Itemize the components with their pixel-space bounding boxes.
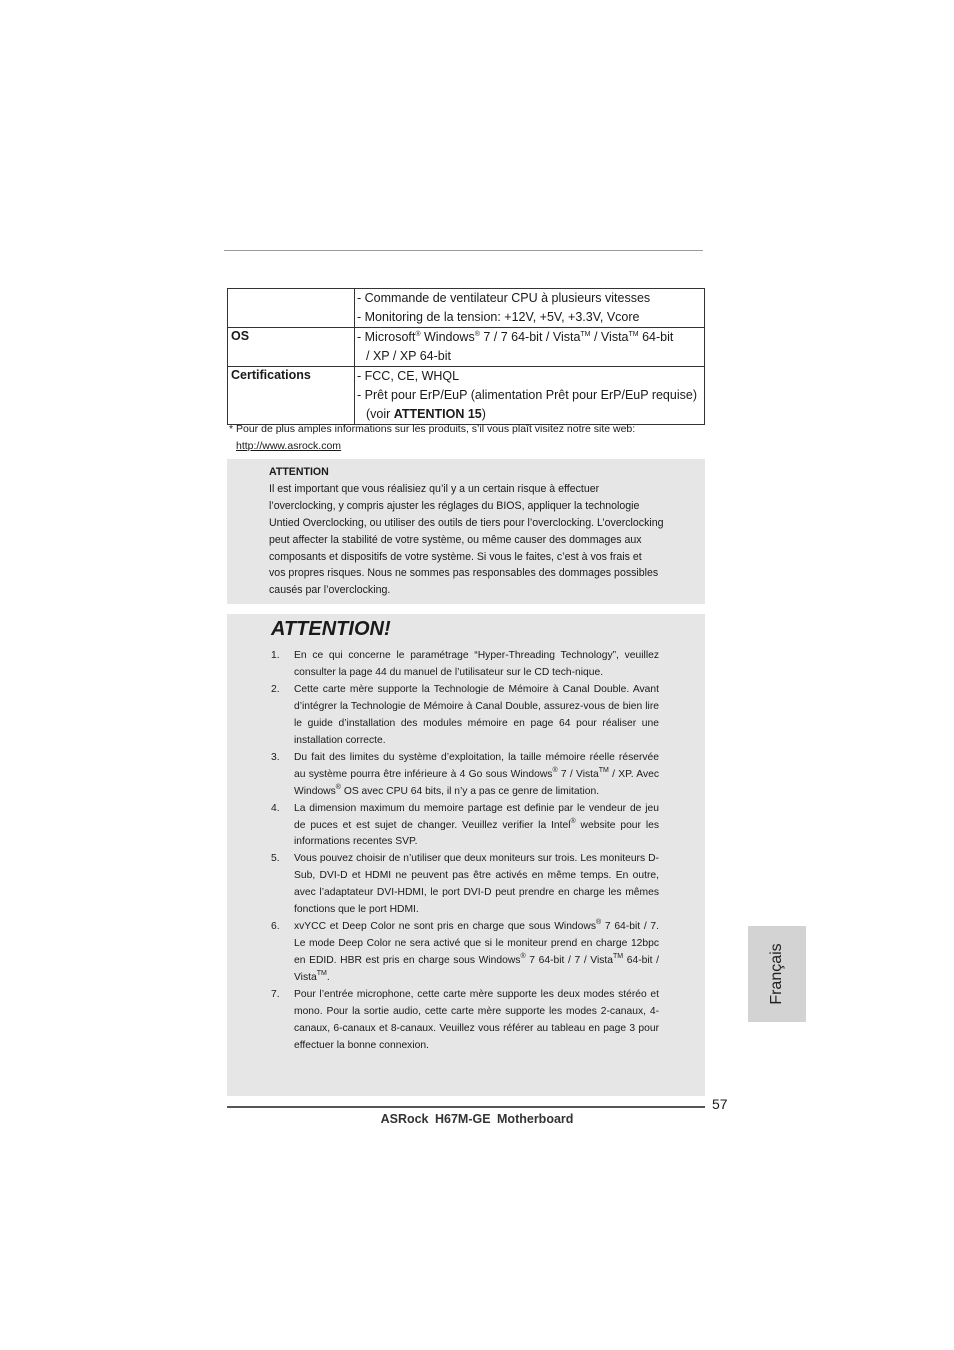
text-run: OS avec CPU 64 bits, il n’y a pas ce genre de limitation. xyxy=(340,785,600,797)
registered-mark: ® xyxy=(474,331,480,338)
spec-value xyxy=(355,328,705,367)
text-run: - Microsoft xyxy=(357,330,416,344)
item-text xyxy=(294,801,659,852)
text-run: 64-bit / Vista xyxy=(294,955,659,984)
item-text xyxy=(294,919,659,987)
text-run: 64-bit xyxy=(638,330,674,344)
attention-list xyxy=(271,648,659,1055)
registered-mark: ® xyxy=(335,783,341,791)
text-run: 7 64-bit / 7. Le mode Deep Color ne sera activé que si le moniteur prend en charge 12bpc en EDID. HBR est pris en charge sous Windows xyxy=(294,921,659,967)
footer-title: ASRock H67M-GE Motherboard xyxy=(380,1112,574,1126)
spec-line xyxy=(357,328,702,347)
spec-label xyxy=(228,289,355,328)
spec-line: - Commande de ventilateur CPU à plusieurs vitesses xyxy=(357,291,651,305)
spec-line: - Prêt pour ErP/EuP (alimentation Prêt pour ErP/EuP requise) xyxy=(357,388,697,402)
text-run: Windows xyxy=(420,330,475,344)
warning-line: Untied Overclocking, ou utiliser des outils de tiers pour l’overclocking. L’overclocking xyxy=(269,516,664,529)
spec-line: - FCC, CE, WHQL xyxy=(357,369,460,383)
attention-title: ATTENTION! xyxy=(271,618,391,640)
item-text xyxy=(294,648,659,682)
overclocking-warning-box xyxy=(227,459,705,604)
language-tab xyxy=(748,926,806,1022)
trademark-mark: TM xyxy=(580,331,591,338)
text-run: 7 / 7 64-bit / Vista xyxy=(479,330,581,344)
text-run: Pour l’entrée microphone, cette carte mère supporte les deux modes stéréo et mono. Pour la sortie audio, cette carte mère supporte les modes 2-canaux, 4-canaux, 6-canaux et 8-canaux. Veuillez vous référer au tableau en page 3 pour effectuer la bonne connexion. xyxy=(294,989,659,1051)
warning-line: Il est important que vous réalisiez qu’il y a un certain risque à effectuer xyxy=(269,482,600,495)
item-number: 7. xyxy=(271,989,280,1001)
spec-value xyxy=(355,367,705,425)
attention-item xyxy=(271,648,659,682)
bottom-divider xyxy=(227,1106,705,1108)
item-text xyxy=(294,987,659,1055)
text-run: . xyxy=(326,972,330,984)
trademark-mark: TM xyxy=(598,766,609,774)
spec-row xyxy=(228,367,705,425)
text-run: Cette carte mère supporte la Technologie de Mémoire à Canal Double. Avant d’intégrer la Technologie de Mémoire à Canal Double, assurez-vous de bien lire le guide d’installation des modules mémoire en page 64 pour réaliser une installation correcte. xyxy=(294,683,659,746)
item-number: 3. xyxy=(271,751,280,763)
footnote-text: * Pour de plus amples informations sur les produits, s’il vous plaît visitez notre site web: xyxy=(229,423,636,435)
registered-mark: ® xyxy=(520,953,526,961)
registered-mark: ® xyxy=(570,817,576,825)
warning-line: causés par l’overclocking. xyxy=(269,584,391,597)
warning-line: composants et dispositifs de votre système. Si vous le faites, c’est à vos frais et xyxy=(269,550,642,563)
spec-table xyxy=(227,288,705,425)
item-number: 6. xyxy=(271,921,280,933)
attention-reference: ATTENTION 15 xyxy=(393,407,482,421)
attention-item xyxy=(271,851,659,919)
attention-box xyxy=(227,614,705,1096)
trademark-mark: TM xyxy=(613,953,624,961)
spec-row xyxy=(228,328,705,367)
text-run: 7 / Vista xyxy=(557,768,599,780)
text-run: / Vista xyxy=(590,330,629,344)
text-run: Du fait des limites du système d’exploitation, la taille mémoire réelle réservée au système pourra être inférieure à 4 Go sous Windows xyxy=(294,751,659,780)
warning-line: vos propres risques. Nous ne sommes pas responsables des dommages possibles xyxy=(269,567,659,580)
spec-line: - Monitoring de la tension: +12V, +5V, +3.3V, Vcore xyxy=(357,310,640,324)
warning-line: peut affecter la stabilité de votre système, ou même causer des dommages aux xyxy=(269,533,642,546)
attention-item xyxy=(271,987,659,1055)
item-text xyxy=(294,682,659,750)
spec-line: / XP / XP 64-bit xyxy=(366,349,452,363)
item-number: 2. xyxy=(271,683,280,695)
item-number: 5. xyxy=(271,853,280,865)
attention-item xyxy=(271,750,659,801)
registered-mark: ® xyxy=(415,331,421,338)
attention-item xyxy=(271,682,659,750)
trademark-mark: TM xyxy=(628,331,639,338)
text-run: La dimension maximum du memoire partage est definie par le vendeur de jeu de puces et est sujet de changer. Veuillez verifier la Intel xyxy=(294,802,659,831)
item-text xyxy=(294,851,659,919)
text-run: xvYCC et Deep Color ne sont pris en charge que sous Windows xyxy=(294,921,596,933)
text-run: ) xyxy=(481,407,486,421)
text-run: (voir xyxy=(366,407,394,421)
item-number: 1. xyxy=(271,650,280,661)
warning-title: ATTENTION xyxy=(269,466,329,478)
text-run: 7 64-bit / 7 / Vista xyxy=(525,955,614,967)
attention-item xyxy=(271,801,659,852)
spec-row xyxy=(228,289,705,328)
registered-mark: ® xyxy=(552,766,558,774)
text-run: website pour les informations recentes SVP. xyxy=(294,819,659,848)
trademark-mark: TM xyxy=(316,970,327,978)
language-tab-label: Français xyxy=(768,943,785,1005)
asrock-website-link[interactable]: http://www.asrock.com xyxy=(236,440,342,452)
spec-label: OS xyxy=(228,328,355,367)
item-text xyxy=(294,750,659,801)
page-number: 57 xyxy=(712,1096,728,1112)
text-run: Vous pouvez choisir de n’utiliser que deux moniteurs sur trois. Les moniteurs D-Sub, DVI-D et HDMI ne peuvent pas être activés en même temps. En outre, avec l’adaptateur DVI-HDMI, le port DVI-D peut prendre en charge les mêmes fonctions que le port HDMI. xyxy=(294,853,659,916)
spec-label: Certifications xyxy=(228,367,355,425)
item-number: 4. xyxy=(271,802,280,814)
top-divider xyxy=(224,250,703,251)
footnote xyxy=(229,421,635,455)
attention-item xyxy=(271,919,659,987)
registered-mark: ® xyxy=(595,919,602,927)
text-run: / XP. Avec Windows xyxy=(294,768,659,797)
warning-line: l’overclocking, y compris ajuster les réglages du BIOS, appliquer la technologie xyxy=(269,499,640,512)
spec-value xyxy=(355,289,705,328)
text-run: En ce qui concerne le paramétrage “Hyper-Threading Technology”, veuillez consulter la page 44 du manuel de l’utilisateur sur le CD tech-nique. xyxy=(294,650,659,678)
